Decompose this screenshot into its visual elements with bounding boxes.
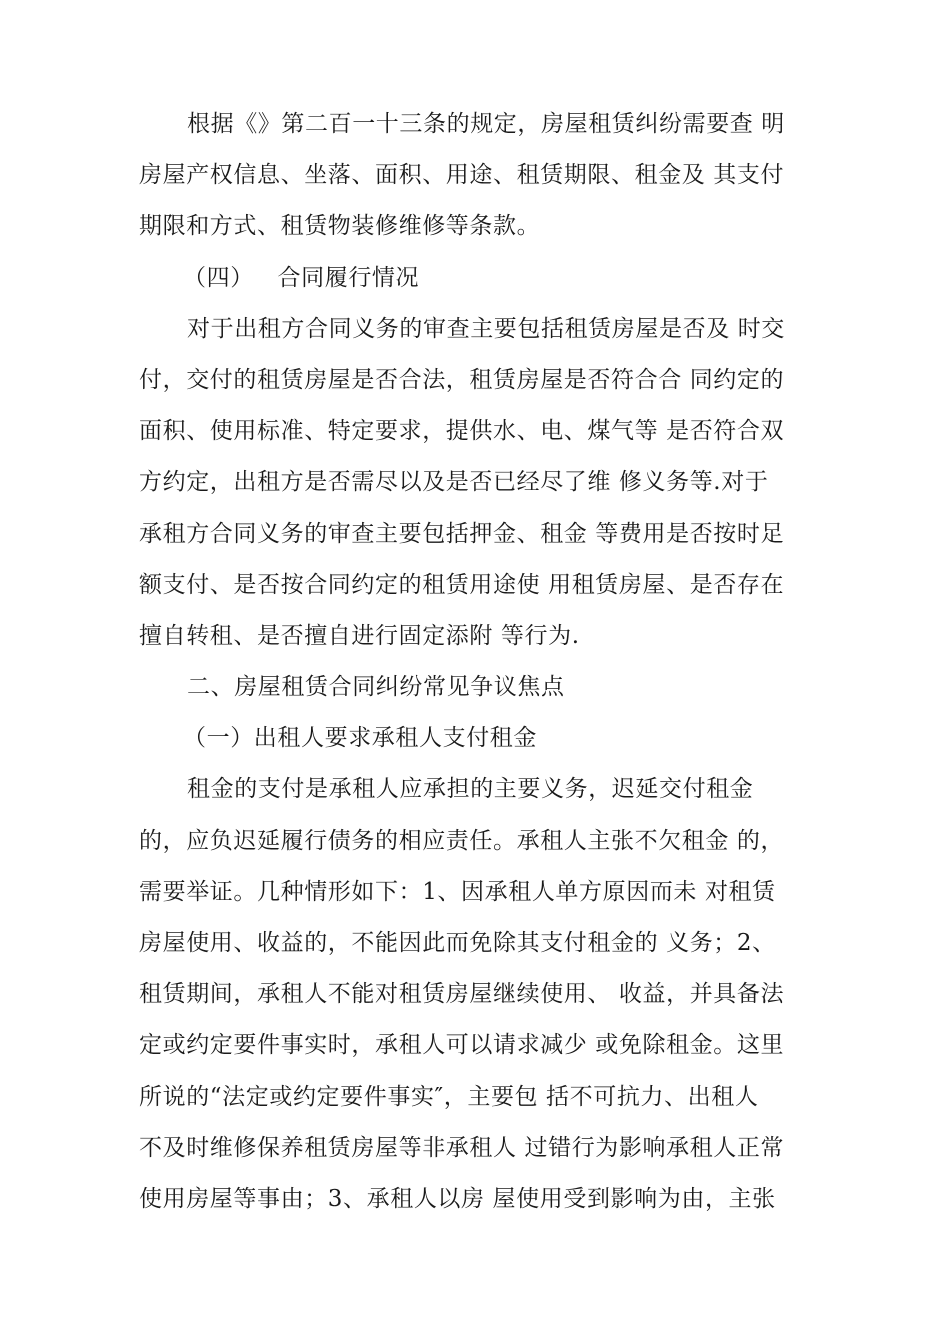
line-text: 不及时维修保养租赁房屋等非承租人 过错行为影响承租人正常: [139, 1134, 785, 1161]
section-heading: [139, 713, 829, 764]
line-text: 擅自转租、是否擅自进行固定添附 等行为.: [139, 622, 580, 649]
line-text: 租金的支付是承租人应承担的主要义务，迟延交付租金: [187, 776, 754, 803]
text-line: [139, 1020, 829, 1071]
text-line: [139, 969, 829, 1020]
line-text: 使用房屋等事由；3、承租人以房 屋使用受到影响为由，主张: [139, 1185, 776, 1212]
line-text: 所说的“法定或约定要件事实″，主要包 括不可抗力、出租人: [139, 1083, 759, 1110]
line-text: （四） 合同履行情况: [183, 264, 420, 291]
text-line: [139, 304, 829, 355]
line-text: 额支付、是否按合同约定的租赁用途使 用租赁房屋、是否存在: [139, 571, 785, 598]
section-heading: [139, 253, 829, 304]
line-text: 需要举证。几种情形如下：1、因承租人单方原因而未 对租赁: [139, 878, 776, 905]
section-heading: [139, 662, 829, 713]
text-line: [139, 1072, 829, 1123]
line-text: 承租方合同义务的审查主要包括押金、租金 等费用是否按时足: [139, 520, 785, 547]
line-text: 付，交付的租赁房屋是否合法，租赁房屋是否符合合 同约定的: [139, 366, 785, 393]
text-line: [139, 406, 829, 457]
line-text: 根据《》第二百一十三条的规定，房屋租赁纠纷需要查 明: [187, 111, 785, 137]
line-text: 房屋产权信息、坐落、面积、用途、租赁期限、租金及 其支付: [139, 162, 785, 189]
text-line: [139, 201, 829, 252]
line-text: 租赁期间，承租人不能对租赁房屋继续使用、 收益，并具备法: [139, 981, 785, 1008]
line-text: （一）出租人要求承租人支付租金: [183, 725, 537, 752]
text-line: [139, 509, 829, 560]
line-text: 二、房屋租赁合同纠纷常见争议焦点: [187, 674, 565, 701]
text-line: [139, 560, 829, 611]
text-line: [139, 611, 829, 662]
text-line: [139, 1123, 829, 1174]
text-line: [139, 99, 829, 150]
line-text: 方约定，出租方是否需尽以及是否已经尽了维 修义务等.对于: [139, 469, 769, 496]
text-line: [139, 764, 829, 815]
line-text: 房屋使用、收益的，不能因此而免除其支付租金的 义务；2、: [139, 930, 776, 956]
line-text: 对于出租方合同义务的审查主要包括租赁房屋是否及 时交: [187, 315, 785, 342]
text-line: [139, 1174, 829, 1225]
line-text: 定或约定要件事实时，承租人可以请求减少 或免除租金。这里: [139, 1032, 785, 1059]
text-line: [139, 816, 829, 867]
text-line: [139, 355, 829, 406]
line-text: 面积、使用标准、特定要求，提供水、电、煤气等 是否符合双: [139, 418, 785, 445]
document-body: [139, 99, 829, 1225]
text-line: [139, 457, 829, 508]
text-line: [139, 918, 829, 969]
text-line: [139, 867, 829, 918]
line-text: 的，应负迟延履行债务的相应责任。承租人主张不欠租金 的，: [139, 827, 785, 854]
line-text: 期限和方式、租赁物装修维修等条款。: [139, 213, 541, 240]
text-line: [139, 150, 829, 201]
